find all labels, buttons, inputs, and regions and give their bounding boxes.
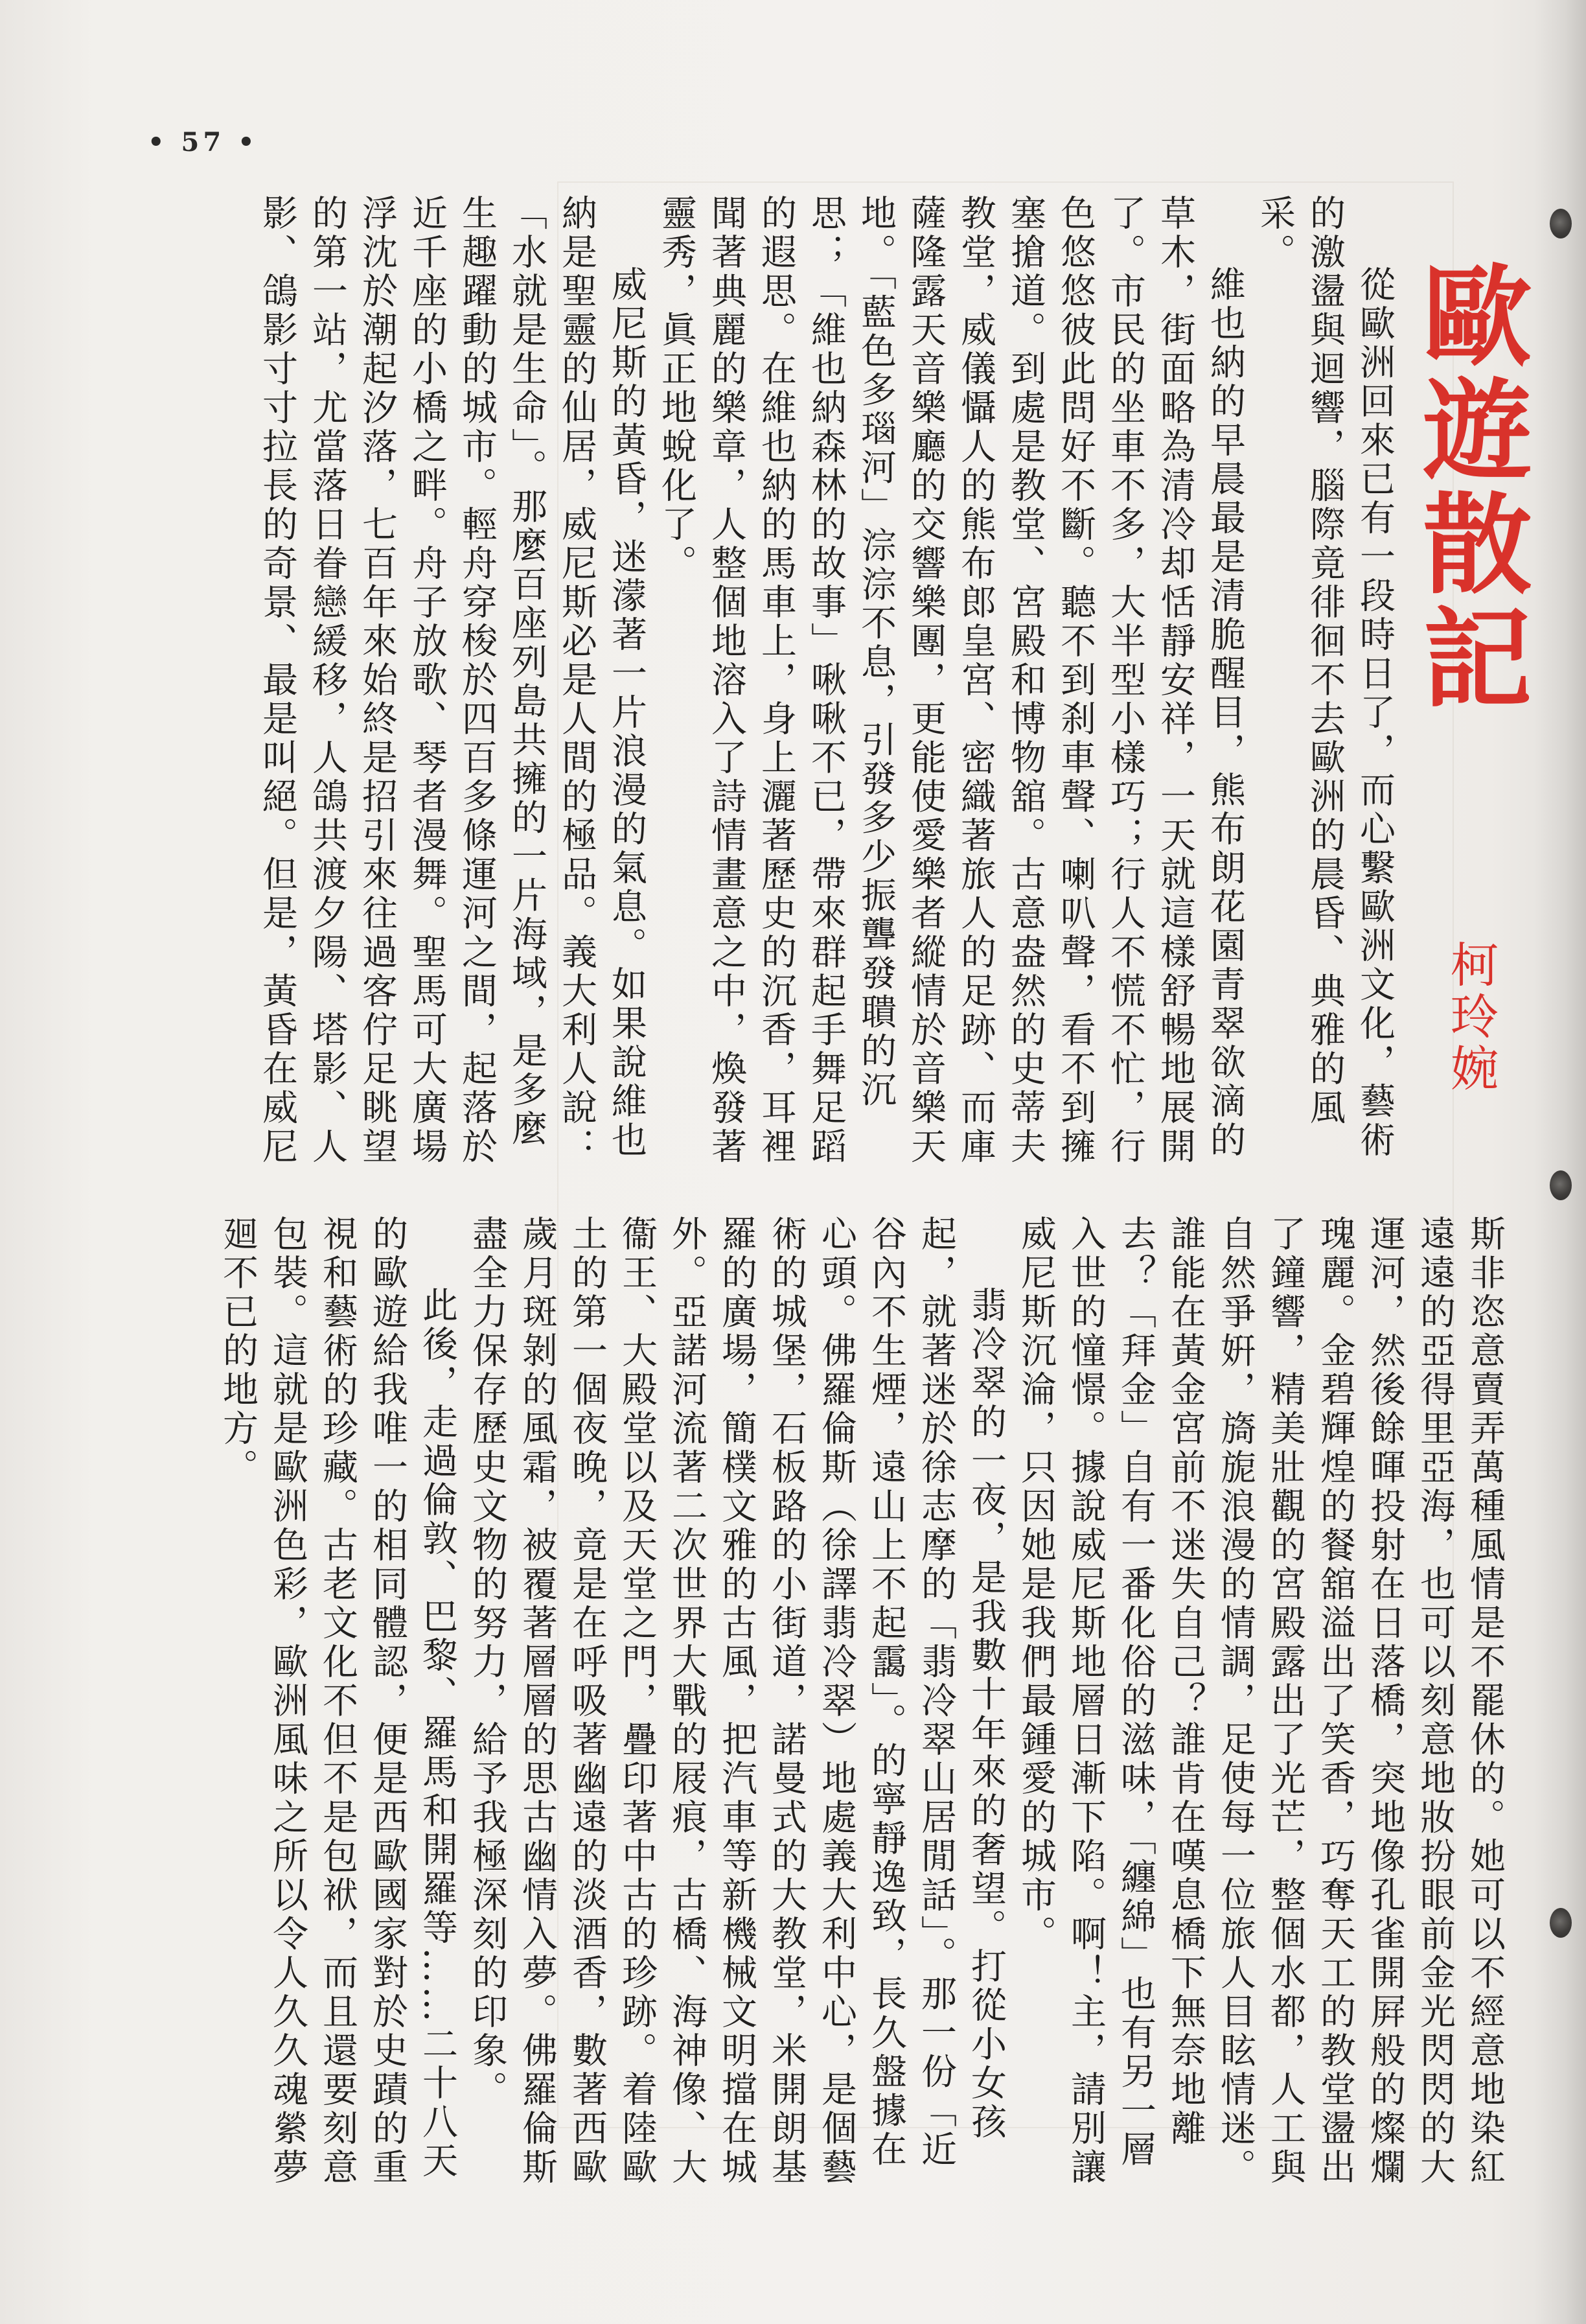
- paragraph-venice-continued: 斯非恣意賣弄萬種風情是不罷休的。她可以不經意地染紅遠遠的亞得里亞海，也可以刻意地妝扮眼前金光閃閃的大運河，然後餘暉投射在日落橋，突地像孔雀開屛般的燦爛瑰麗。金碧輝煌的餐舘溢出了笑香，巧奪天工的教堂盪出了鐘響，精美壯觀的宮殿露出了光芒，整個水都，人工與自然爭姸，旖旎浪漫的情調，足使每一位旅人目眩情迷。誰能在黃金宮前不迷失自己？誰肯在嘆息橋下無奈地離去？「拜金」自有一番化俗的滋味，「纏綿」也有另一層入世的憧憬。據說威尼斯地層日漸下陷。啊！主，請別讓威尼斯沉淪，只因她是我們最鍾愛的城市。: [1015, 1215, 1506, 2187]
- paragraph-conclusion: 此後，走過倫敦、巴黎、羅馬和開羅等……二十八天的歐遊給我唯一的相同體認，便是西歐國家對於史蹟的重視和藝術的珍藏。古老文化不但不是包袱，而且還要刻意包裝。這就是歐洲色彩，歐洲風味之所以令人久久魂縈夢廻不已的地方。: [217, 1215, 458, 2187]
- paragraph-venice-start: 威尼斯的黃昏，迷濛著一片浪漫的氣息。如果說維也納是聖靈的仙居，威尼斯必是人間的極品。義大利人說：「水就是生命」。那麼百座列島共擁的一片海域，是多麼生趣躍動的城市。輕舟穿梭於四百多條運河之間，起落於近千座的小橋之畔。舟子放歌、琴者漫舞。聖馬可大廣場浮沈於潮起汐落，七百年來始終是招引來往過客佇足眺望的第一站，尤當落日眷戀緩移，人鴿共渡夕陽、塔影、人影、鴿影寸寸拉長的奇景、最是叫絕。但是，黃昏在威尼: [257, 194, 647, 1167]
- article-author: 柯玲婉: [1443, 940, 1499, 1095]
- paragraph-vienna: 維也納的早晨最是清脆醒目，熊布朗花園青翠欲滴的草木，街面略為清冷却恬靜安祥，一天就這樣舒暢地展開了。市民的坐車不多，大半型小樣巧；行人不慌不忙，行色悠悠彼此問好不斷。聽不到刹車聲、喇叭聲，看不到擁塞搶道。到處是教堂、宮殿和博物舘。古意盎然的史蒂夫教堂，威儀懾人的熊布郎皇宮、密織著旅人的足跡、而庫薩隆露天音樂廳的交響樂團，更能使愛樂者縱情於音樂天地。「藍色多瑙河」淙淙不息，引發多少振聾發聵的沉思；「維也納森林的故事」啾啾不已，帶來群起手舞足蹈的遐思。在維也納的馬車上，身上灑著歷史的沉香，耳裡聞著典麗的樂章，人整個地溶入了詩情畫意之中，煥發著靈秀，眞正地蛻化了。: [656, 194, 1246, 1167]
- binding-hole-bottom: [1550, 1908, 1572, 1938]
- paragraph-intro: 從歐洲回來已有一段時日了，而心繫歐洲文化，藝術的激盪與迴響，腦際竟徘徊不去歐洲的晨昏、典雅的風采。: [1254, 194, 1396, 1160]
- paragraph-florence: 翡冷翠的一夜，是我數十年來的奢望。打從小女孩起，就著迷於徐志摩的「翡冷翠山居閒話」。那一份「近谷內不生煙，遠山上不起靄」。的寧靜逸致，長久盤據在心頭。佛羅倫斯（徐譯翡冷翠）地處義大利中心，是個藝術的城堡，石板路的小街道，諾曼式的大教堂，米開朗基羅的廣場，簡樸文雅的古風，把汽車等新機械文明擋在城外。亞諾河流著二次世界大戰的屐痕，古橋、海神像、大衞王、大殿堂以及天堂之門，疊印著中古的珍跡。着陸歐土的第一個夜晚，竟是在呼吸著幽遠的淡酒香，數著西歐歲月斑剝的風霜，被覆著層層的思古幽情入夢。佛羅倫斯盡全力保存歷史文物的努力，給予我極深刻的印象。: [466, 1215, 1007, 2187]
- binding-hole-middle: [1550, 1170, 1572, 1200]
- upper-text-block: [110, 194, 1399, 1179]
- page-spine-shadow: [1534, 0, 1586, 2324]
- page-number: • 57 •: [148, 127, 259, 157]
- lower-text-block: [97, 1215, 1510, 2200]
- binding-hole-top: [1550, 209, 1572, 238]
- article-title: 歐遊散記: [1405, 259, 1534, 715]
